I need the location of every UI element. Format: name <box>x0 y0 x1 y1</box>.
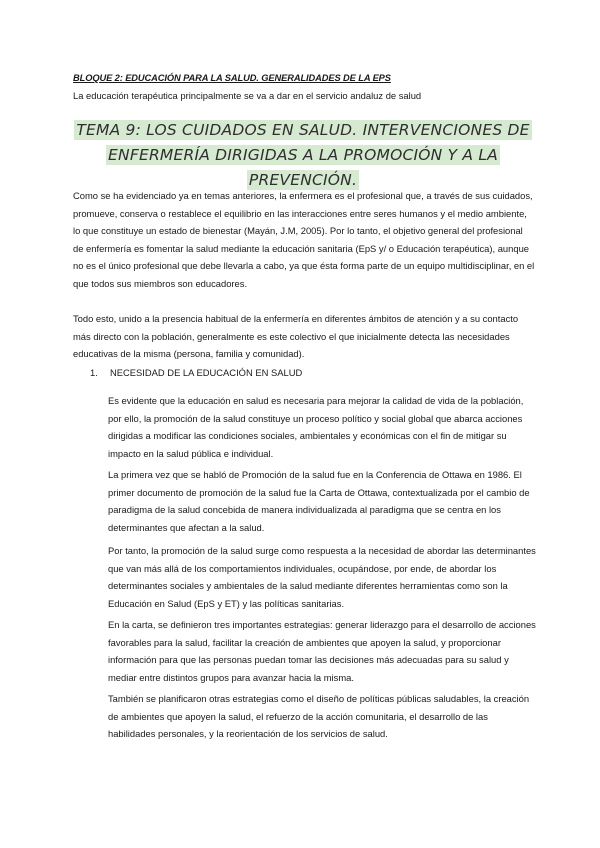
section-paragraph-2: La primera vez que se habló de Promoción de la salud fue en la Conferencia de Ottawa en 1986. El primer documento de promoción de la salud fue la Carta de Ottawa, contextualizada por el cambio de paradigma de la salud concebida de manera individualizada al paradigma que se centra en los determinantes que afectan a la salud. <box>108 469 530 533</box>
section-paragraph-5: También se planificaron otras estrategias como el diseño de políticas públicas saludables, la creación de ambientes que apoyen la salud, el refuerzo de la acción comunitaria, el desarrollo de las habilidades personales, y la reorientación de los servicios de salud. <box>108 693 530 740</box>
section-heading <box>90 367 302 378</box>
section-title: NECESIDAD DE LA EDUCACIÓN EN SALUD <box>110 367 303 378</box>
tema-heading-line2: ENFERMERÍA DIRIGIDAS A LA PROMOCIÓN Y A LA PREVENCIÓN. <box>108 146 498 189</box>
block-title: BLOQUE 2: EDUCACIÓN PARA LA SALUD. GENERALIDADES DE LA EPS <box>73 73 391 83</box>
block-subtitle: La educación terapéutica principalmente se va a dar en el servicio andaluz de salud <box>73 90 422 101</box>
tema-heading <box>64 118 542 193</box>
section-number: 1. <box>90 367 98 378</box>
section-paragraph-1: Es evidente que la educación en salud es necesaria para mejorar la calidad de vida de la población, por ello, la promoción de la salud constituye un proceso político y social global que abarca acciones dirigidas a modificar las condiciones sociales, ambientales y económicas con el fin de mitigar su impacto en la salud pública e individual. <box>108 395 524 459</box>
tema-heading-line1: TEMA 9: LOS CUIDADOS EN SALUD. INTERVENCIONES DE <box>76 121 530 139</box>
intro-paragraph-1: Como se ha evidenciado ya en temas anteriores, la enfermera es el profesional que, a través de sus cuidados, promueve, conserva o restablece el equilibrio en las interacciones entre seres humanos y el medio ambiente, lo que constituye un estado de bienestar (Mayán, J.M, 2005). Por lo tanto, el objetivo general del profesional de enfermería es fomentar la salud mediante la educación sanitaria (EpS y/ o Educación terapéutica), aunque no es el único profesional que debe llevarla a cabo, ya que ésta forma parte de un equipo multidisciplinar, en el que todos sus miembros son educadores. <box>73 190 535 289</box>
intro-paragraph-2: Todo esto, unido a la presencia habitual de la enfermería en diferentes ámbitos de atención y a su contacto más directo con la población, generalmente es este colectivo el que inicialmente detecta las necesidades educativas de la misma (persona, familia y comunidad). <box>73 313 519 360</box>
section-paragraph-3: Por tanto, la promoción de la salud surge como respuesta a la necesidad de abordar las determinantes que van más allá de los comportamientos individuales, ocupándose, por ende, de abordar los determinantes sociales y ambientales de la salud mediante diferentes herramientas como son la Educación en Salud (EpS y ET) y las políticas sanitarias. <box>108 545 536 609</box>
section-paragraph-4: En la carta, se definieron tres importantes estrategias: generar liderazgo para el desarrollo de acciones favorables para la salud, facilitar la creación de ambientes que apoyen la salud, y proporcionar información para que las personas puedan tomar las decisiones más adecuadas para su salud y mediar entre distintos grupos para avanzar hacia la misma. <box>108 619 536 683</box>
